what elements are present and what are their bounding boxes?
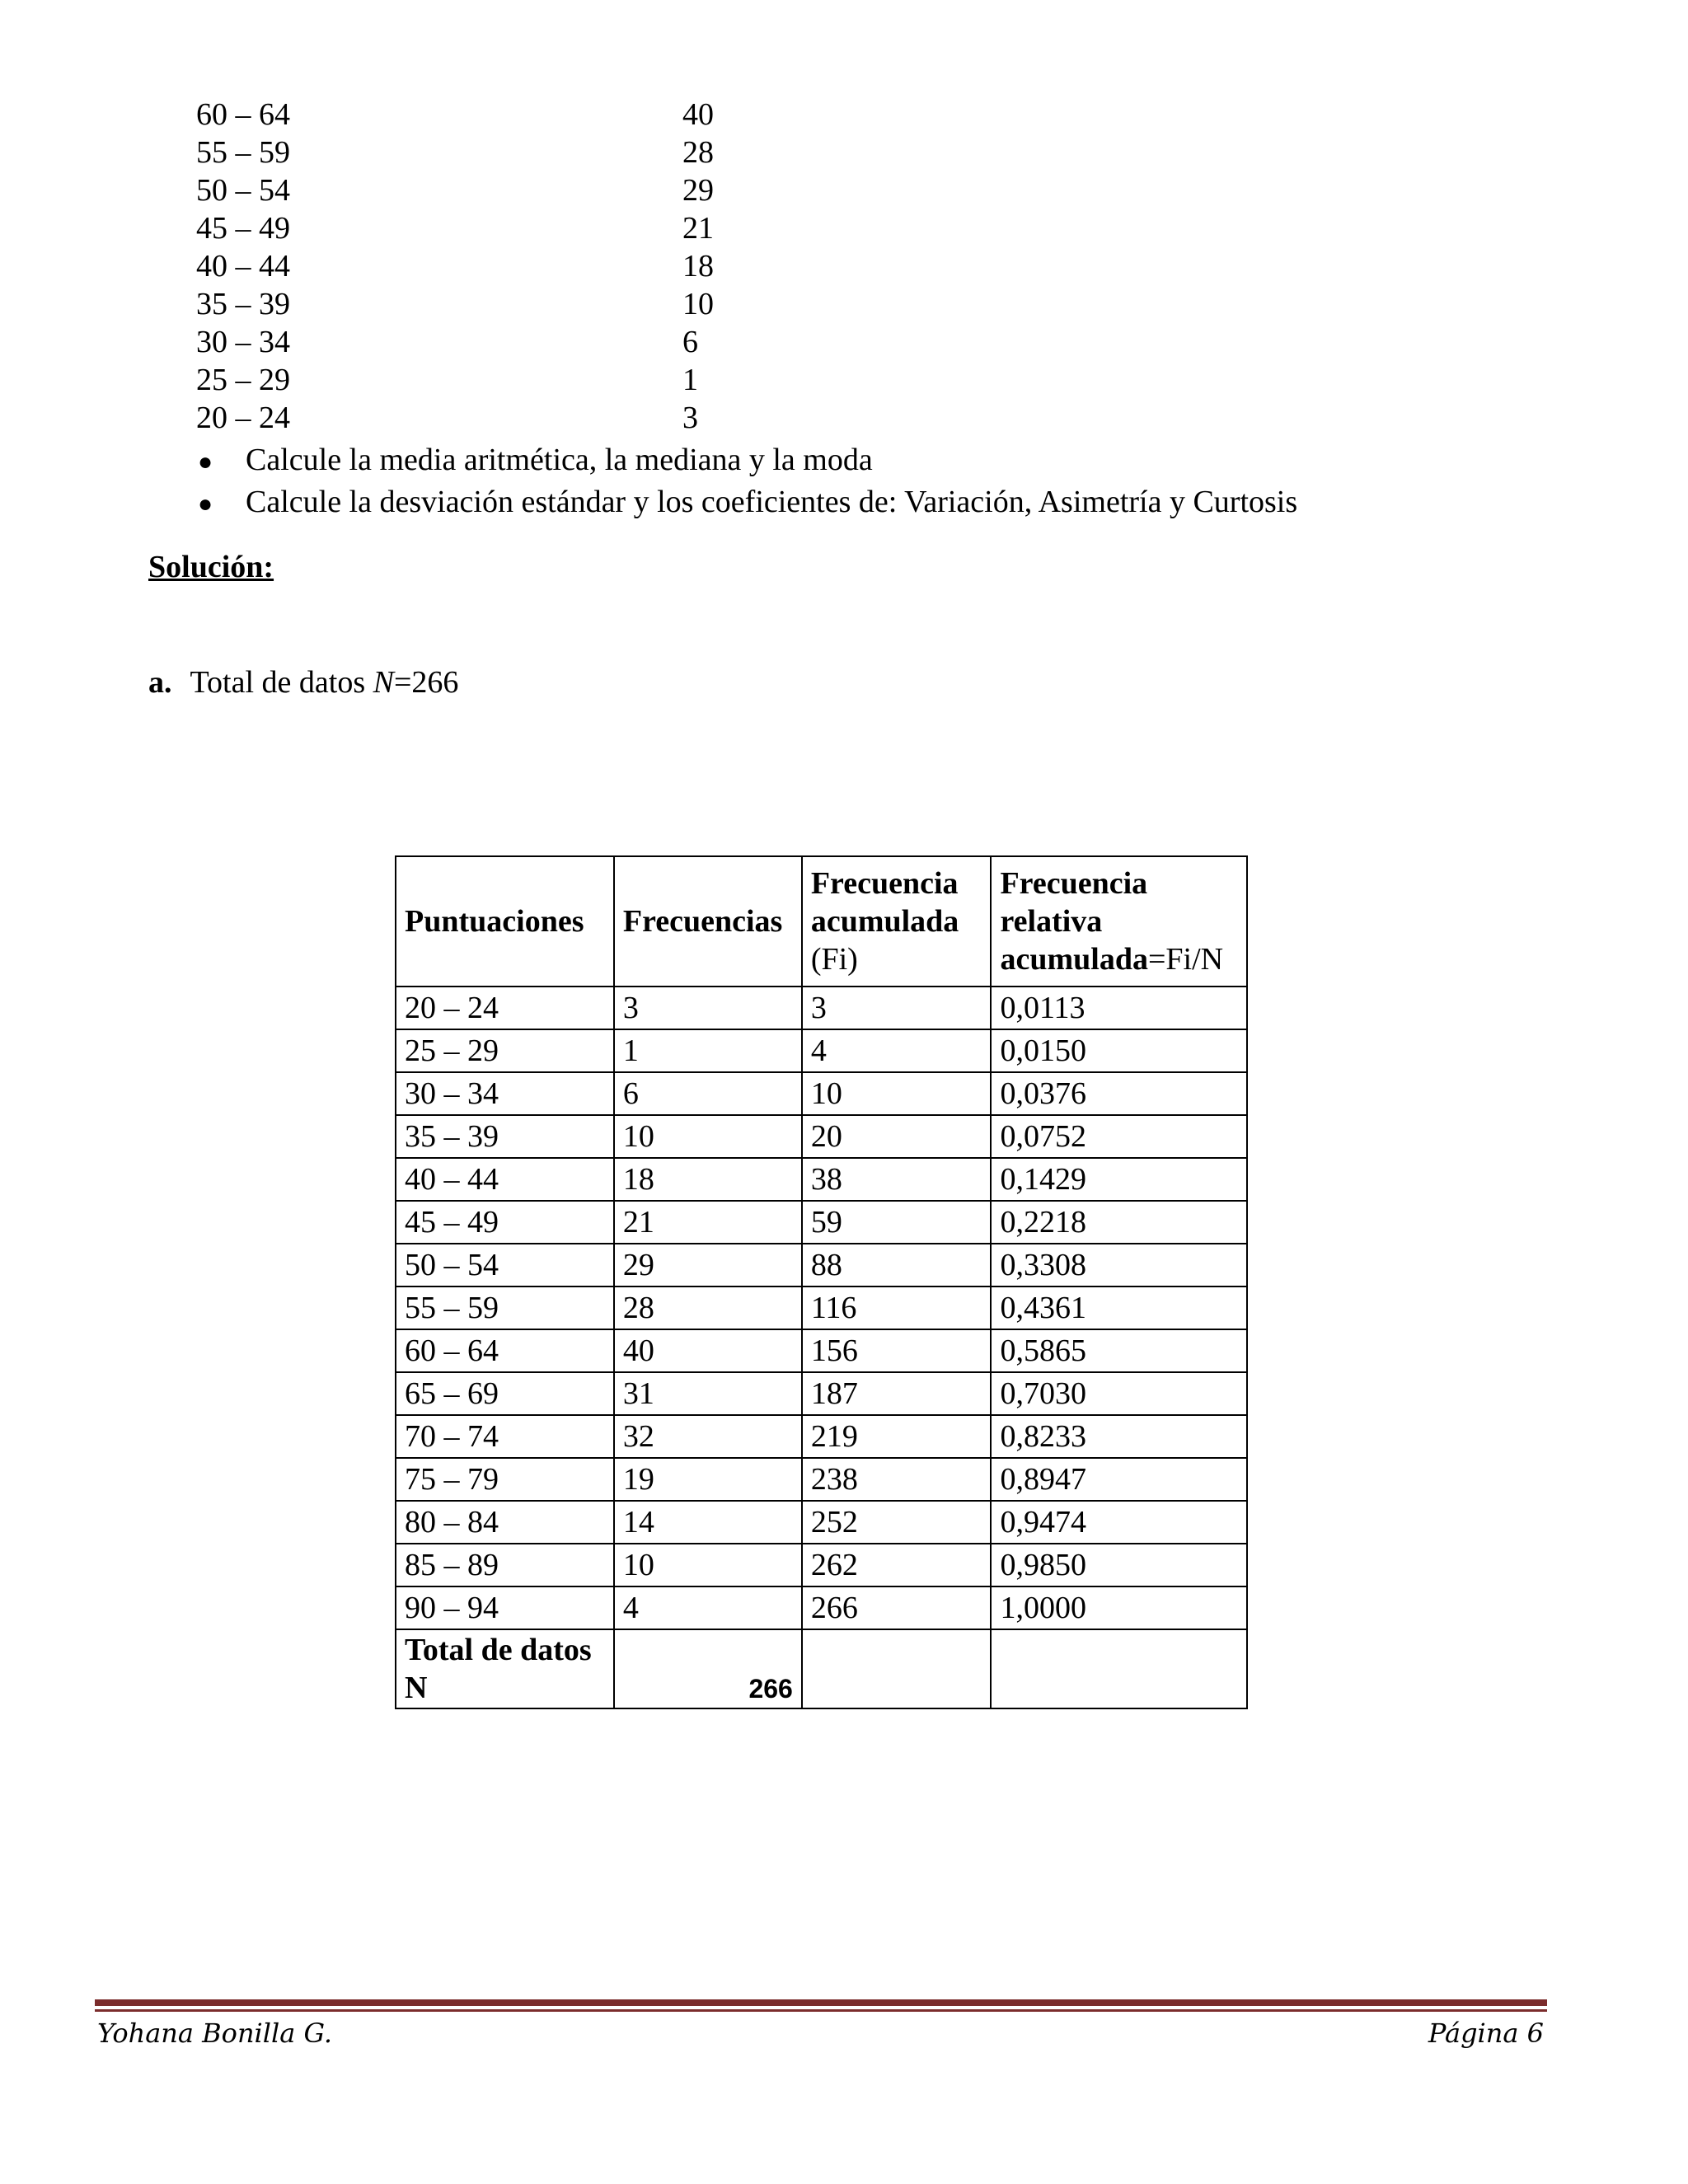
cell-frecuencia: 28	[614, 1286, 802, 1329]
header-text: Frecuencia	[1000, 866, 1148, 901]
list-value: 3	[682, 401, 698, 435]
bullet-text: Calcule la media aritmética, la mediana y la moda	[246, 443, 873, 477]
cell-frecuencia-acumulada: 266	[802, 1586, 992, 1629]
cell-frecuencia: 10	[614, 1544, 802, 1586]
cell-frecuencia: 1	[614, 1029, 802, 1072]
cell-puntuacion: 45 – 49	[396, 1201, 614, 1244]
footer-rule-thin	[95, 2009, 1547, 2012]
cell-frecuencia-relativa: 0,9474	[991, 1501, 1247, 1544]
cell-puntuacion: 65 – 69	[396, 1372, 614, 1415]
header-text: relativa	[1000, 904, 1103, 939]
list-value: 21	[682, 211, 714, 246]
frequency-list-item	[196, 209, 714, 247]
frequency-list-item	[196, 96, 714, 134]
table-row	[396, 987, 1247, 1029]
frequency-list-item	[196, 323, 714, 361]
cell-frecuencia-acumulada: 38	[802, 1158, 992, 1201]
table-total-row	[396, 1629, 1247, 1708]
list-value: 40	[682, 97, 714, 132]
part-a-text: Total de datos	[190, 665, 373, 700]
list-range: 25 – 29	[196, 363, 290, 397]
list-range: 55 – 59	[196, 135, 290, 170]
cell-frecuencia: 4	[614, 1586, 802, 1629]
total-value: 266	[614, 1629, 802, 1708]
bullet-icon: ●	[198, 490, 213, 518]
cell-frecuencia-relativa: 0,5865	[991, 1329, 1247, 1372]
list-value: 6	[682, 325, 698, 359]
cell-frecuencia: 29	[614, 1244, 802, 1286]
header-frecuencias: Frecuencias	[614, 856, 802, 987]
cell-puntuacion: 25 – 29	[396, 1029, 614, 1072]
cell-frecuencia-acumulada: 238	[802, 1458, 992, 1501]
cell-frecuencia-acumulada: 262	[802, 1544, 992, 1586]
cell-frecuencia-acumulada: 219	[802, 1415, 992, 1458]
cell-frecuencia: 31	[614, 1372, 802, 1415]
cell-frecuencia-relativa: 1,0000	[991, 1586, 1247, 1629]
list-range: 50 – 54	[196, 173, 290, 208]
cell-puntuacion: 70 – 74	[396, 1415, 614, 1458]
frequency-list-item	[196, 247, 714, 285]
bullet-item	[198, 482, 1297, 524]
cell-frecuencia-relativa: 0,3308	[991, 1244, 1247, 1286]
cell-puntuacion: 30 – 34	[396, 1072, 614, 1115]
total-label-text: N	[405, 1671, 428, 1705]
cell-frecuencia: 10	[614, 1115, 802, 1158]
header-puntuaciones: Puntuaciones	[396, 856, 614, 987]
list-value: 1	[682, 363, 698, 397]
cell-frecuencia-relativa: 0,0113	[991, 987, 1247, 1029]
list-value: 18	[682, 249, 714, 284]
bullet-item	[198, 440, 1297, 482]
list-value: 10	[682, 287, 714, 321]
cell-puntuacion: 90 – 94	[396, 1586, 614, 1629]
part-a-label: a.	[148, 665, 172, 700]
cell-puntuacion: 35 – 39	[396, 1115, 614, 1158]
table-row	[396, 1072, 1247, 1115]
frequency-list	[196, 96, 714, 437]
task-bullet-list	[198, 440, 1297, 524]
solution-heading: Solución:	[148, 550, 274, 584]
cell-frecuencia-acumulada: 252	[802, 1501, 992, 1544]
part-a	[148, 664, 458, 701]
footer-page-number: Página 6	[1428, 2018, 1544, 2049]
footer-author: Yohana Bonilla G.	[97, 2018, 333, 2049]
table-row	[396, 1286, 1247, 1329]
cell-frecuencia: 3	[614, 987, 802, 1029]
table-row	[396, 1458, 1247, 1501]
cell-frecuencia: 14	[614, 1501, 802, 1544]
cell-frecuencia-acumulada: 187	[802, 1372, 992, 1415]
frequency-list-item	[196, 134, 714, 171]
table-row	[396, 1201, 1247, 1244]
list-value: 28	[682, 135, 714, 170]
cell-frecuencia-acumulada: 3	[802, 987, 992, 1029]
header-text: =Fi/N	[1147, 942, 1224, 977]
cell-puntuacion: 40 – 44	[396, 1158, 614, 1201]
frequency-table	[395, 855, 1248, 1709]
cell-puntuacion: 85 – 89	[396, 1544, 614, 1586]
list-range: 60 – 64	[196, 97, 290, 132]
cell-puntuacion: 60 – 64	[396, 1329, 614, 1372]
cell-frecuencia-relativa: 0,1429	[991, 1158, 1247, 1201]
cell-frecuencia: 40	[614, 1329, 802, 1372]
table-row	[396, 1501, 1247, 1544]
total-label	[396, 1629, 614, 1708]
cell-frecuencia-relativa: 0,8947	[991, 1458, 1247, 1501]
cell-frecuencia: 18	[614, 1158, 802, 1201]
empty-cell	[802, 1629, 992, 1708]
header-frecuencia-acumulada	[802, 856, 992, 987]
cell-frecuencia-relativa: 0,4361	[991, 1286, 1247, 1329]
header-text: (Fi)	[810, 942, 858, 977]
cell-frecuencia-acumulada: 116	[802, 1286, 992, 1329]
footer-rule	[95, 1999, 1547, 2006]
cell-puntuacion: 20 – 24	[396, 987, 614, 1029]
list-range: 35 – 39	[196, 287, 290, 321]
table-row	[396, 1329, 1247, 1372]
list-value: 29	[682, 173, 714, 208]
cell-puntuacion: 75 – 79	[396, 1458, 614, 1501]
cell-frecuencia-relativa: 0,9850	[991, 1544, 1247, 1586]
header-text: acumulada	[810, 904, 959, 939]
cell-frecuencia-relativa: 0,0150	[991, 1029, 1247, 1072]
table-row	[396, 1372, 1247, 1415]
list-range: 20 – 24	[196, 401, 290, 435]
cell-frecuencia: 19	[614, 1458, 802, 1501]
table-header-row	[396, 856, 1247, 987]
part-a-variable: N	[373, 665, 394, 700]
cell-frecuencia-acumulada: 10	[802, 1072, 992, 1115]
list-range: 45 – 49	[196, 211, 290, 246]
cell-frecuencia-relativa: 0,2218	[991, 1201, 1247, 1244]
cell-frecuencia-acumulada: 20	[802, 1115, 992, 1158]
bullet-text: Calcule la desviación estándar y los coeficientes de: Variación, Asimetría y Curtosis	[246, 485, 1298, 519]
part-a-value: =266	[393, 665, 459, 700]
list-range: 30 – 34	[196, 325, 290, 359]
cell-frecuencia-acumulada: 88	[802, 1244, 992, 1286]
cell-frecuencia-relativa: 0,0376	[991, 1072, 1247, 1115]
frequency-list-item	[196, 285, 714, 323]
table-row	[396, 1115, 1247, 1158]
empty-cell	[991, 1629, 1247, 1708]
table-row	[396, 1544, 1247, 1586]
cell-frecuencia-relativa: 0,8233	[991, 1415, 1247, 1458]
frequency-list-item	[196, 361, 714, 399]
total-label-text: Total de datos	[405, 1633, 592, 1667]
bullet-icon: ●	[198, 448, 213, 476]
frequency-list-item	[196, 399, 714, 437]
cell-frecuencia: 21	[614, 1201, 802, 1244]
cell-frecuencia-acumulada: 59	[802, 1201, 992, 1244]
header-text: Frecuencia	[810, 866, 959, 901]
table-row	[396, 1158, 1247, 1201]
table-row	[396, 1415, 1247, 1458]
cell-puntuacion: 55 – 59	[396, 1286, 614, 1329]
cell-frecuencia-relativa: 0,7030	[991, 1372, 1247, 1415]
cell-puntuacion: 80 – 84	[396, 1501, 614, 1544]
list-range: 40 – 44	[196, 249, 290, 284]
cell-frecuencia: 32	[614, 1415, 802, 1458]
cell-frecuencia: 6	[614, 1072, 802, 1115]
table-row	[396, 1244, 1247, 1286]
cell-puntuacion: 50 – 54	[396, 1244, 614, 1286]
cell-frecuencia-acumulada: 156	[802, 1329, 992, 1372]
cell-frecuencia-acumulada: 4	[802, 1029, 992, 1072]
cell-frecuencia-relativa: 0,0752	[991, 1115, 1247, 1158]
table-row	[396, 1586, 1247, 1629]
frequency-list-item	[196, 171, 714, 209]
table-row	[396, 1029, 1247, 1072]
header-text: acumulada	[1000, 942, 1148, 977]
header-frecuencia-relativa	[991, 856, 1247, 987]
